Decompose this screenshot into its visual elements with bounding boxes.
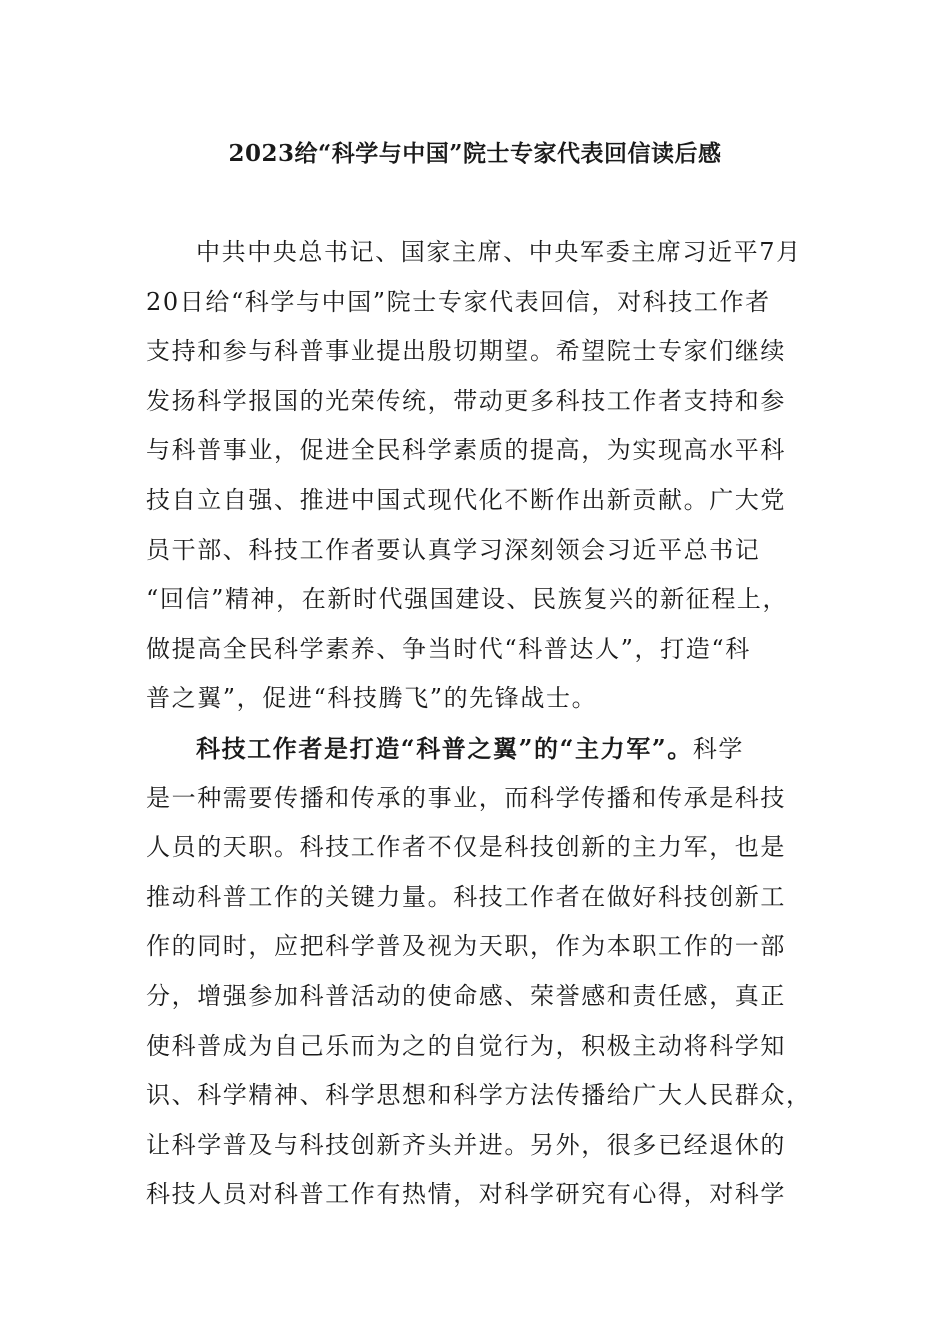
paragraph-2-line: 人员的天职。科技工作者不仅是科技创新的主力军，也是 [146,833,786,862]
paragraph-1-line: 支持和参与科普事业提出殷切期望。希望院士专家们继续 [146,337,786,366]
paragraph-1-line: “回信”精神，在新时代强国建设、民族复兴的新征程上， [146,585,789,614]
paragraph-2-line: 是一种需要传播和传承的事业，而科学传播和传承是科技 [146,783,786,812]
paragraph-2-heading: 科技工作者是打造“科普之翼”的“主力军”。 [196,733,693,763]
document-title: 2023给“科学与中国”院士专家代表回信读后感 [228,140,722,167]
paragraph-2-line: 作的同时，应把科学普及视为天职，作为本职工作的一部 [146,932,786,961]
document-body [146,228,812,1220]
paragraph-2-line: 让科学普及与科技创新齐头并进。另外，很多已经退休的 [146,1130,786,1159]
paragraph-1-line: 员干部、科技工作者要认真学习深刻领会习近平总书记 [146,535,761,564]
paragraph-2-first-line [146,724,806,774]
paragraph-2-line: 推动科普工作的关键力量。科技工作者在做好科技创新工 [146,882,786,911]
paragraph-1-line: 做提高全民科学素养、争当时代“科普达人”，打造“科 [146,634,751,663]
paragraph-2-line: 科技人员对科普工作有热情，对科学研究有心得，对科学 [146,1180,786,1209]
paragraph-2-line: 使科普成为自己乐而为之的自觉行为，积极主动将科学知 [146,1031,786,1060]
paragraph-1-line: 普之翼”，促进“科技腾飞”的先锋战士。 [146,684,598,713]
paragraph-1-line: 技自立自强、推进中国式现代化不断作出新贡献。广大党 [146,485,786,514]
paragraph-2-line: 分，增强参加科普活动的使命感、荣誉感和责任感，真正 [146,981,786,1010]
paragraph-1-line: 20日给“科学与中国”院士专家代表回信，对科技工作者 [146,287,771,316]
paragraph-1-line: 中共中央总书记、国家主席、中央军委主席习近平7月 [196,238,802,266]
paragraph-1-line: 与科普事业，促进全民科学素质的提高，为实现高水平科 [146,436,786,465]
paragraph-2-first-line-rest: 科学 [692,734,745,763]
paragraph-2-line: 识、科学精神、科学思想和科学方法传播给广大人民群众， [146,1081,812,1110]
paragraph-1-line: 发扬科学报国的光荣传统，带动更多科技工作者支持和参 [146,386,786,415]
